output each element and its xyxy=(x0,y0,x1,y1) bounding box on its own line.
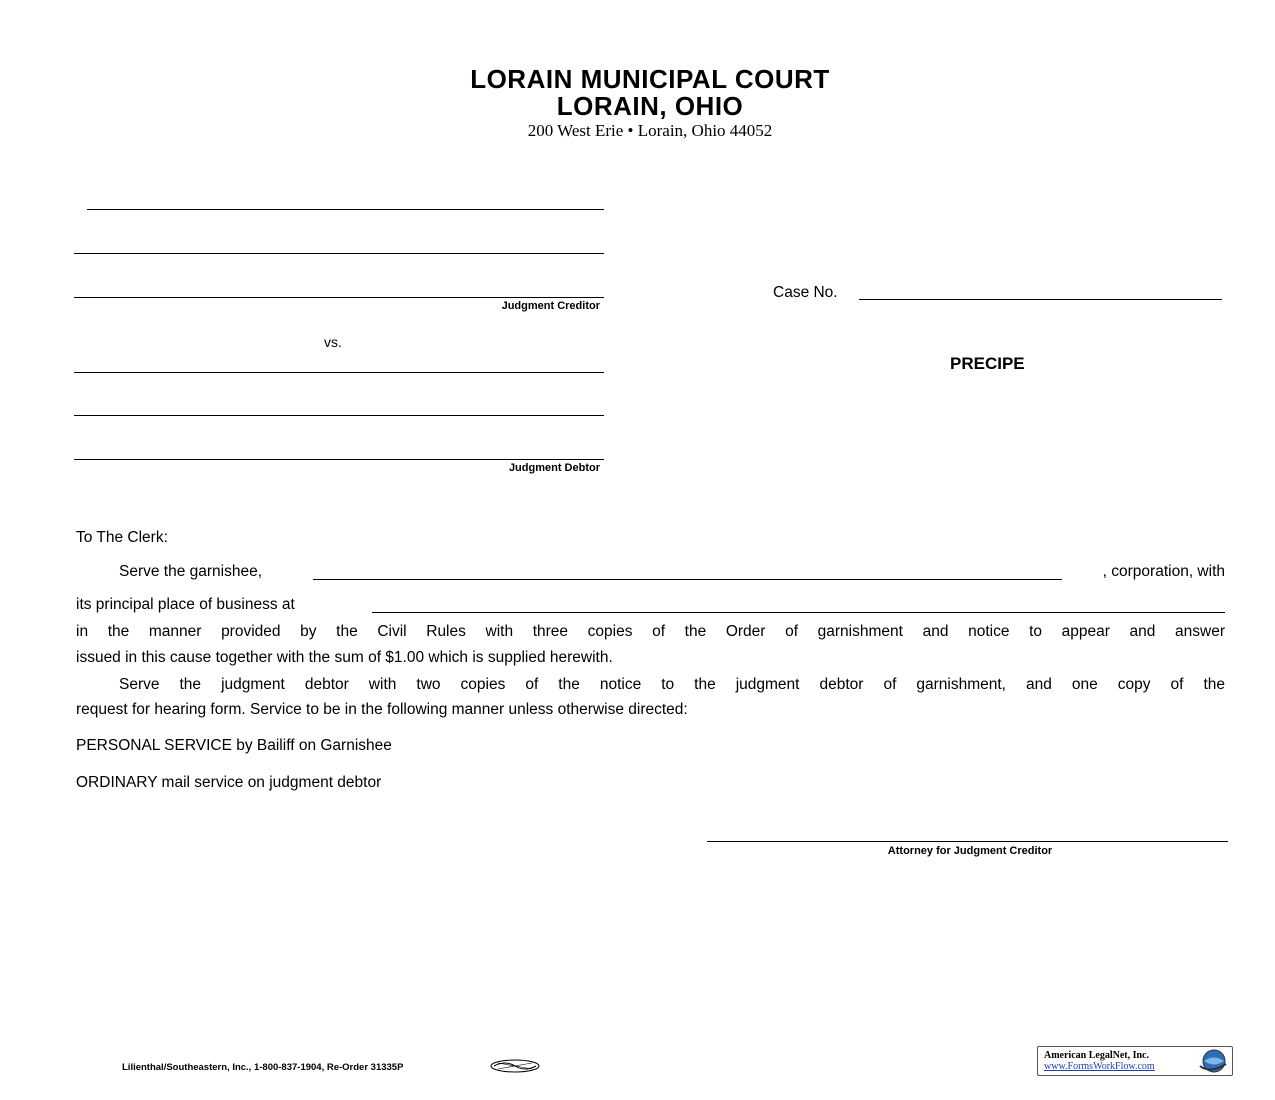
service-paragraph-1 xyxy=(76,619,1225,645)
logo-url-link[interactable]: www.FormsWorkFlow.com xyxy=(1044,1061,1155,1072)
ordinary-mail-line: ORDINARY mail service on judgment debtor xyxy=(76,774,382,791)
american-legalnet-logo[interactable] xyxy=(1037,1046,1233,1076)
judgment-creditor-label: Judgment Creditor xyxy=(501,300,600,312)
court-address: 200 West Erie • Lorain, Ohio 44052 xyxy=(527,121,773,140)
case-no-field[interactable] xyxy=(859,299,1222,300)
principal-place-field[interactable] xyxy=(372,612,1225,613)
creditor-line-3[interactable] xyxy=(74,297,604,298)
principal-place-label: its principal place of business at xyxy=(76,596,295,613)
garnishee-name-field[interactable] xyxy=(313,579,1062,580)
document-title: PRECIPE xyxy=(950,354,1025,373)
logo-company-name: American LegalNet, Inc. xyxy=(1044,1050,1149,1061)
creditor-line-1[interactable] xyxy=(87,209,604,210)
printer-logo-icon xyxy=(488,1058,542,1074)
debtor-line-1[interactable] xyxy=(74,372,604,373)
service-paragraph-2 xyxy=(119,672,1225,698)
serve-garnishee-tail: , corporation, with xyxy=(1102,563,1225,580)
globe-icon xyxy=(1196,1048,1230,1074)
printer-info: Lilienthal/Southeastern, Inc., 1-800-837-1904, Re-Order 31335P xyxy=(122,1062,404,1073)
service-paragraph-1-line-1: in the manner provided by the Civil Rules with three copies of the Order of garnishment and notice to appear and answer xyxy=(76,623,1225,640)
court-name: LORAIN MUNICIPAL COURT xyxy=(470,64,830,94)
debtor-line-2[interactable] xyxy=(74,415,604,416)
attorney-label: Attorney for Judgment Creditor xyxy=(887,845,1053,857)
service-paragraph-1-line-2: issued in this cause together with the sum of $1.00 which is supplied herewith. xyxy=(76,649,613,666)
attorney-signature-line[interactable] xyxy=(707,841,1228,842)
service-paragraph-2-line-2: request for hearing form. Service to be in the following manner unless otherwise directed: xyxy=(76,701,688,718)
creditor-line-2[interactable] xyxy=(74,253,604,254)
debtor-line-3[interactable] xyxy=(74,459,604,460)
serve-garnishee-lead: Serve the garnishee, xyxy=(119,563,263,580)
personal-service-line: PERSONAL SERVICE by Bailiff on Garnishee xyxy=(76,737,392,754)
service-paragraph-2-line-1: Serve the judgment debtor with two copies of the notice to the judgment debtor of garnishment, and one copy of the xyxy=(119,676,1225,693)
vs-label: vs. xyxy=(324,334,342,350)
case-no-label: Case No. xyxy=(773,284,838,301)
judgment-debtor-label: Judgment Debtor xyxy=(508,462,600,474)
court-city: LORAIN, OHIO xyxy=(556,91,744,121)
salutation: To The Clerk: xyxy=(76,529,168,546)
